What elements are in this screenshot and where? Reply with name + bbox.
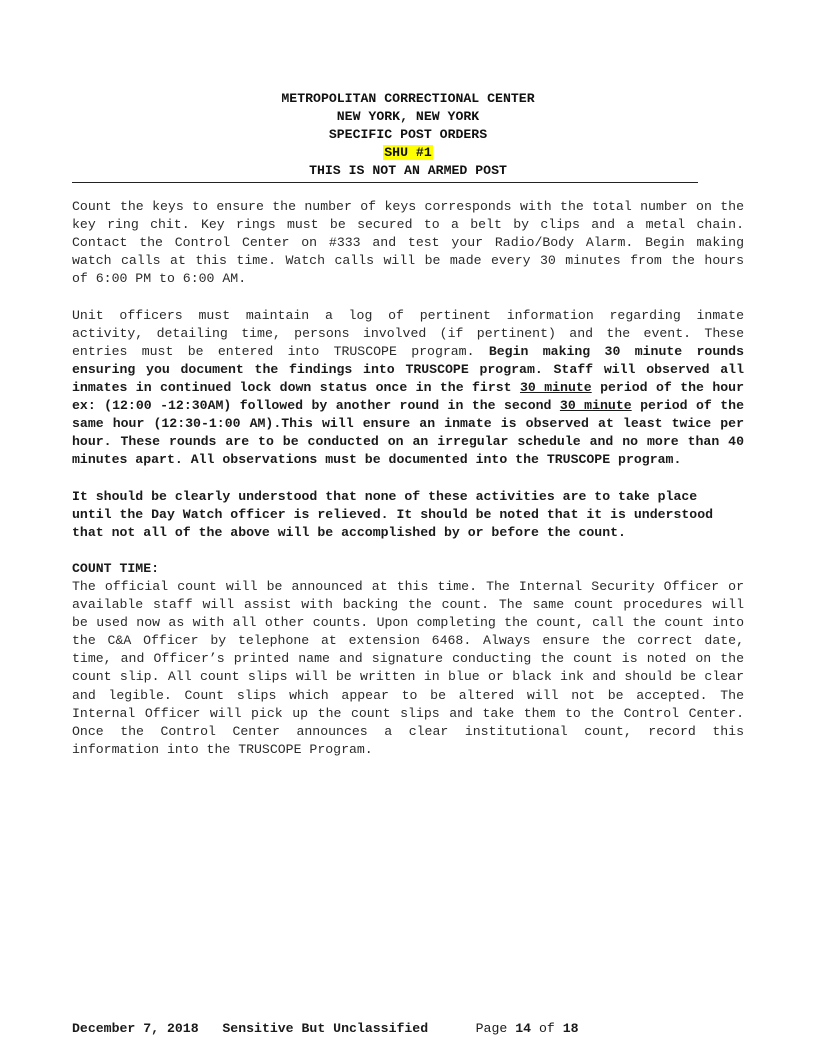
rounds-underline-2: 30 minute [559,398,632,414]
rounds-text-c: period of the same hour (12:30-1:00 AM).This will ensure an inmate is observed at least twice per hour. These rounds are to be conducted on an irregular schedule and no more than 40 minutes apart. All observations must be documented into the TRUSCOPE program. [72,398,744,468]
log-paragraph [72,307,744,470]
document-header [72,90,744,180]
footer-page-total: 18 [562,1021,579,1036]
footer-page-label: Page [475,1021,508,1036]
rounds-underline-1: 30 minute [519,379,592,395]
understanding-paragraph: It should be clearly understood that none of these activities are to take place until the Day Watch officer is relieved. It should be noted that it is understood that not all of the above will be accomplished by or before the count. [72,488,714,540]
footer-date: December 7, 2018 [72,1021,199,1036]
footer-page-current: 14 [515,1021,532,1036]
footer-of-label: of [538,1021,555,1036]
rounds-text-b: period of the hour ex: (12:00 -12:30AM) followed by another round in the second [72,379,744,414]
institution-location: NEW YORK, NEW YORK [336,109,480,124]
document-body [72,198,744,777]
count-time-section [72,560,744,759]
armed-post-notice: THIS IS NOT AN ARMED POST [309,163,507,178]
count-time-heading: COUNT TIME: [72,560,160,576]
rounds-text-a: Begin making 30 minute rounds ensuring you document the findings into TRUSCOPE program. Staff will observed all inmates in continued lock down status once in the first [72,343,744,395]
header-divider [72,182,698,183]
document-type: SPECIFIC POST ORDERS [328,127,488,142]
institution-name: METROPOLITAN CORRECTIONAL CENTER [281,91,535,106]
count-time-text: The official count will be announced at this time. The Internal Security Officer or available staff will assist with backing the count. The same count procedures will be used now as with all other counts. Upon completing the count, call the count into the C&A Officer by telephone at extension 6468. Always ensure the correct date, time, and Officer’s printed name and signature conducting the count is noted on the count slip. All count slips will be written in blue or black ink and should be clear and legible. Count slips which appear to be altered will not be accepted. The Internal Officer will pick up the count slips and take them to the Control Center. Once the Control Center announces a clear institutional count, record this information into the TRUSCOPE Program. [72,578,744,757]
log-intro-text: Unit officers must maintain a log of pertinent information regarding inmate activity, detailing time, persons involved (if pertinent) and the event. These entries must be entered into TRUSCOPE program. [72,307,744,359]
footer-classification: Sensitive But Unclassified [222,1021,429,1036]
post-name: SHU #1 [384,145,432,160]
document-footer [72,1020,744,1038]
keys-paragraph: Count the keys to ensure the number of keys corresponds with the total number on the key ring chit. Key rings must be secured to a belt by clips and a metal chain. Contact the Control Center on #333 and test your Radio/Body Alarm. Begin making watch calls at this time. Watch calls will be made every 30 minutes from the hours of 6:00 PM to 6:00 AM. [72,199,744,287]
